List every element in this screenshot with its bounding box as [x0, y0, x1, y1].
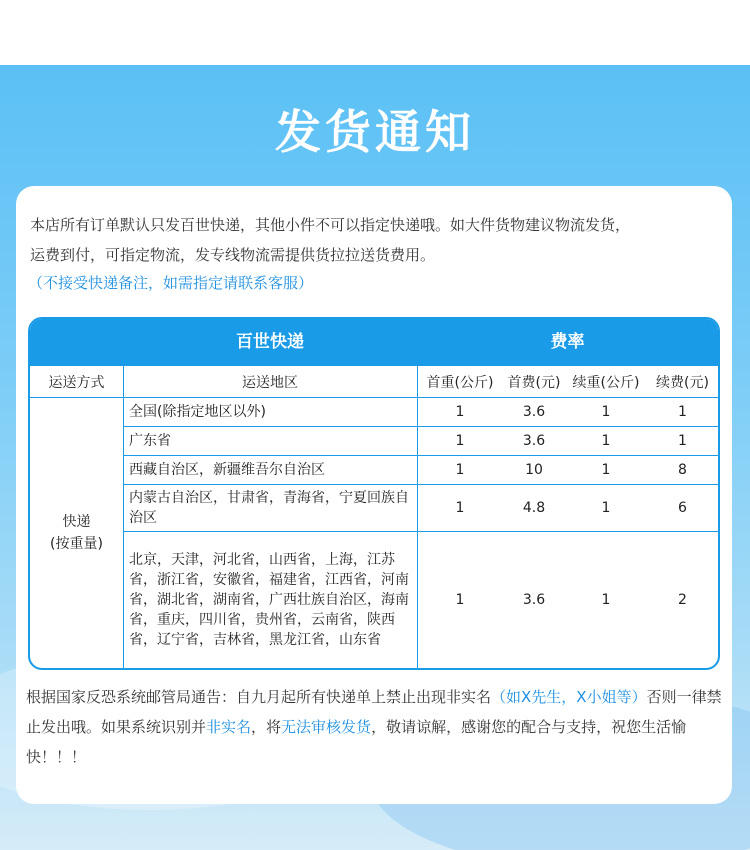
col-header-first-fee: 首费(元) — [507, 374, 561, 391]
page-title: 发货通知 — [275, 105, 475, 159]
grid-line — [30, 397, 718, 398]
col-header-method: 运送方式 — [48, 374, 105, 391]
method-cell — [30, 397, 123, 668]
method-label: 快递 — [62, 513, 91, 530]
row-5-first-weight: 1 — [455, 591, 465, 608]
row-1-first-fee: 3.6 — [522, 403, 546, 420]
header-courier: 百世快递 — [236, 332, 304, 352]
method-sublabel: (按重量) — [50, 535, 103, 552]
row-2-first-fee: 3.6 — [522, 432, 546, 449]
row-3-region: 西藏自治区，新疆维吾尔自治区 — [129, 461, 325, 478]
row-5-region: 北京，天津，河北省，山西省，上海，江苏省，浙江省，安徽省，福建省，江西省，河南省，湖北省，湖南省，广西壮族自治区，海南省，重庆，四川省，贵州省，云南省，陕西省，辽宁省，吉林省，黑龙江省，山东省 — [129, 551, 409, 648]
footer-non-real-name: 非实名 — [206, 718, 252, 736]
row-4-extra-weight: 1 — [601, 499, 611, 516]
row-4-first-weight: 1 — [455, 499, 465, 516]
footer-cannot-ship: 无法审核发货 — [281, 718, 372, 736]
col-header-region: 运送地区 — [242, 374, 298, 391]
grid-line — [417, 366, 418, 668]
footer-example-names: （如X先生，X小姐等） — [491, 688, 647, 706]
intro-note: （不接受快递备注，如需指定请联系客服） — [28, 274, 314, 292]
footer-text-7: ，敬请谅解，感谢您的配合与支持，祝您生活愉快！！！ — [26, 718, 687, 766]
notice-card — [16, 186, 732, 804]
intro-text — [30, 210, 730, 270]
shipping-rate-table — [28, 317, 720, 670]
row-2-region: 广东省 — [129, 432, 171, 449]
footer-text-3: 否则一律禁止发出哦。如果系统识别并 — [26, 688, 722, 736]
grid-line — [123, 531, 718, 532]
row-3-first-fee: 10 — [525, 461, 543, 478]
footer-text-5: ，将 — [251, 718, 282, 736]
col-header-extra-fee: 续费(元) — [656, 374, 709, 391]
grid-line — [123, 455, 718, 456]
grid-line — [123, 484, 718, 485]
col-header-first-weight: 首重(公斤) — [426, 374, 494, 391]
footer-notice — [26, 682, 726, 772]
table-header — [30, 319, 718, 366]
row-3-first-weight: 1 — [455, 461, 465, 478]
row-1-extra-weight: 1 — [601, 403, 611, 420]
row-1-first-weight: 1 — [455, 403, 465, 420]
intro-line-2: 运费到付，可指定物流，发专线物流需提供货拉拉送货费用。 — [30, 246, 436, 264]
row-3-extra-fee: 8 — [678, 461, 687, 478]
row-5-first-fee: 3.6 — [522, 591, 546, 608]
row-2-first-weight: 1 — [455, 432, 465, 449]
row-5-extra-fee: 2 — [678, 591, 687, 608]
row-2-extra-fee: 1 — [678, 432, 687, 449]
row-1-region: 全国(除指定地区以外) — [129, 403, 266, 420]
footer-text-1: 根据国家反恐系统邮管局通告：自九月起所有快递单上禁止出现非实名 — [26, 688, 492, 706]
header-rate: 费率 — [550, 332, 585, 352]
grid-line — [123, 366, 124, 668]
row-4-region: 内蒙古自治区，甘肃省，青海省，宁夏回族自治区 — [129, 489, 409, 526]
row-5-extra-weight: 1 — [601, 591, 611, 608]
intro-line-1: 本店所有订单默认只发百世快递，其他小件不可以指定快递哦。如大件货物建议物流发货， — [30, 216, 631, 234]
col-header-extra-weight: 续重(公斤) — [572, 374, 640, 391]
row-4-first-fee: 4.8 — [522, 499, 546, 516]
grid-line — [123, 426, 718, 427]
row-4-extra-fee: 6 — [678, 499, 687, 516]
row-1-extra-fee: 1 — [678, 403, 687, 420]
row-3-extra-weight: 1 — [601, 461, 611, 478]
row-2-extra-weight: 1 — [601, 432, 611, 449]
